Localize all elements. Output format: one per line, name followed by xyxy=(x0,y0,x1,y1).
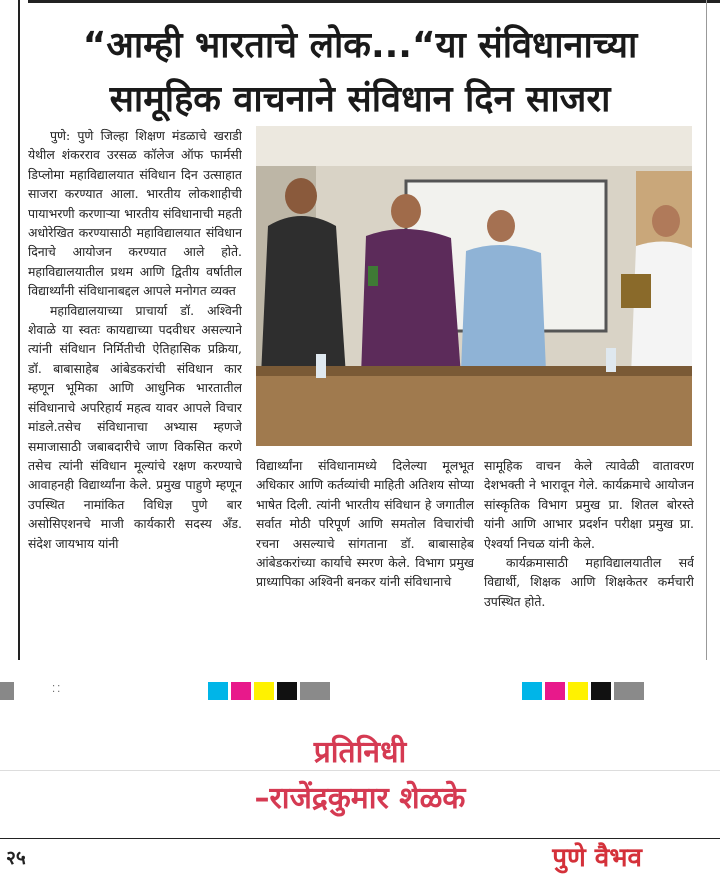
magenta-swatch xyxy=(231,682,251,700)
headline-line-2: सामूहिक वाचनाने संविधान दिन साजरा xyxy=(109,79,611,120)
article-column-3 xyxy=(484,456,694,656)
left-column-rule xyxy=(18,0,20,660)
gray-swatch xyxy=(300,682,330,700)
yellow-swatch xyxy=(254,682,274,700)
article-paragraph: कार्यक्रमासाठी महाविद्यालयातील सर्व विद्यार्थी, शिक्षक आणि शिक्षकेतर कर्मचारी उपस्थित होते. xyxy=(484,555,694,609)
gray-swatch xyxy=(614,682,644,700)
color-registration-strip xyxy=(522,682,647,700)
black-swatch xyxy=(591,682,611,700)
registration-dots: ⁚⁚ xyxy=(52,684,63,695)
right-column-rule xyxy=(706,0,707,660)
article-column-2 xyxy=(256,456,474,656)
publication-name: पुणे वैभव xyxy=(552,843,642,873)
divider xyxy=(0,770,720,771)
magenta-swatch xyxy=(545,682,565,700)
color-registration-strip xyxy=(208,682,333,700)
yellow-swatch xyxy=(568,682,588,700)
top-rule xyxy=(28,0,720,3)
article-paragraph: पुणे: पुणे जिल्हा शिक्षण मंडळाचे खराडी येथील शंकरराव उरसळ कॉलेज ऑफ फार्मसी डिप्लोमा महाविद्यालयात संविधान दिन उत्साहात साजरा करण्यात आला. भारतीय लोकशाहीची पायाभरणी करणाऱ्या भारतीय संविधानाची महती अधोरेखित करण्यासाठी महाविद्यालयात संविधान दिनाचे आयोजन करण्यात आले होते. महाविद्यालयातील प्रथम आणि द्वितीय वर्षातील विद्यार्थ्यांनी संविधानाबद्दल आपले मनोगत व्यक्त xyxy=(28,128,242,299)
event-photo-illustration xyxy=(256,126,692,446)
article-paragraph: विद्यार्थ्यांना संविधानामध्ये दिलेल्या मूलभूत अधिकार आणि कर्तव्यांची माहिती अतिशय सोप्या भाषेत दिली. त्यांनी भारतीय संविधान हे जगातील सर्वात मोठी परिपूर्ण आणि समतोल विचारांची रचना असल्याचे सांगताना डॉ. बाबासाहेब आंबेडकरांच्या कार्याचे स्मरण केले. विभाग प्रमुख प्राध्यापिका अश्विनी बनकर यांनी संविधानाचे xyxy=(256,458,474,590)
article-paragraph: महाविद्यालयाच्या प्राचार्या डॉ. अश्विनी शेवाळे या स्वतः कायद्याच्या पदवीधर असल्याने त्यांनी संविधान निर्मितीची ऐतिहासिक प्रक्रिया, डॉ. बाबासाहेब आंबेडकरांची संविधान कार म्हणून भूमिका आणि आधुनिक भारतातील संविधानाचे अपरिहार्य महत्व यावर आपले विचार मांडले.तसेच संविधानाचा अभ्यास म्हणजे समाजासाठी जबाबदारीचे जाण विकसित करणे तसेच त्यांनी संविधान मूल्यांचे रक्षण करण्याचे आवाहनही विद्यार्थ्यांना केले. प्रमुख पाहुणे म्हणून उपस्थित नामांकित विधिज्ञ पुणे बार असोसिएशनचे माजी कार्यकारी सदस्य अँड. संदेश जायभाय यांनी xyxy=(28,302,242,551)
reporter-name: –राजेंद्रकुमार शेळके xyxy=(254,781,466,816)
headline-line-1: “आम्ही भारताचे लोक...“या संविधानाच्या xyxy=(82,25,638,66)
reporter-label: प्रतिनिधी xyxy=(313,735,407,770)
article-paragraph: सामूहिक वाचन केले त्यावेळी वातावरण देशभक्ती ने भारावून गेले. कार्यक्रमाचे आयोजन सांस्कृतिक विभाग प्रमुख प्रा. शितल बोरस्ते यांनी आणि आभार प्रदर्शन परीक्षा प्रमुख प्रा. ऐश्वर्या निचळ यांनी केले. xyxy=(484,458,694,551)
registration-mark xyxy=(0,682,14,700)
event-photo xyxy=(256,126,692,446)
black-swatch xyxy=(277,682,297,700)
page-number: २५ xyxy=(6,847,26,869)
article-column-1 xyxy=(28,126,242,656)
cyan-swatch xyxy=(522,682,542,700)
cyan-swatch xyxy=(208,682,228,700)
